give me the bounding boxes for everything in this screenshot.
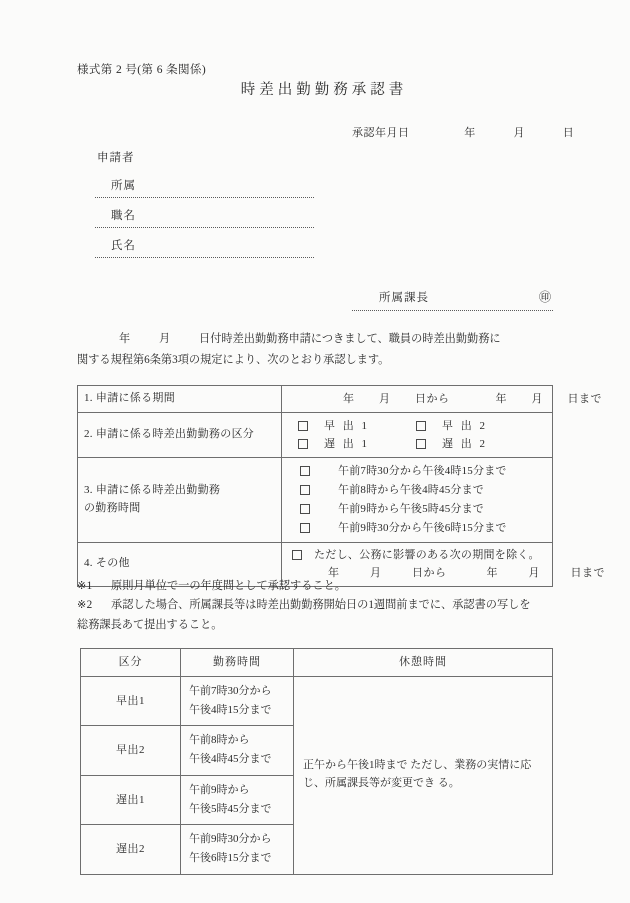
applicant-affiliation-label: 所属: [111, 180, 136, 192]
shift-time-4-start: 午前9時30分から: [189, 833, 272, 845]
table-row-period: [78, 386, 553, 413]
applicant-name-label: 氏名: [111, 240, 136, 252]
applicant-jobtitle-label: 職名: [111, 210, 136, 222]
approval-date-month: 月: [513, 127, 525, 139]
checkbox-label-hayade2: 早 出 2: [442, 419, 488, 432]
note-mark-1: ※1: [77, 580, 93, 592]
checkbox-label-hayade1: 早 出 1: [324, 419, 370, 432]
rest-line-1: 正午から午後1時まで: [303, 759, 408, 772]
row4-to-day: 日まで: [570, 567, 605, 579]
shift-time-2: [181, 726, 294, 776]
checkbox-label-osode2: 遅 出 2: [442, 437, 488, 450]
table-row-worktime: [78, 457, 553, 542]
shift-table-header-row: [81, 649, 553, 677]
checkbox-icon[interactable]: [416, 439, 426, 449]
applicant-name-underline: [95, 257, 314, 258]
shift-time-3: [181, 775, 294, 825]
option-label-time3: 午前9時から午後5時45分まで: [338, 502, 484, 515]
notes-section: [77, 577, 567, 635]
row4-to-month: 月: [528, 567, 540, 579]
applicant-jobtitle-underline: [95, 227, 314, 228]
statement-line2: 関する規程第6条第3項の規定により、次のとおり承認します。: [77, 353, 390, 366]
table-row: [81, 676, 553, 726]
row2-value: [282, 412, 553, 457]
document-title: 時差出勤勤務承認書: [240, 82, 408, 98]
shift-time-1-start: 午前7時30分から: [189, 684, 272, 697]
applicant-jobtitle-field[interactable]: [95, 208, 314, 228]
note-item-2: [77, 596, 567, 615]
rest-line-3: る。: [437, 777, 460, 789]
checkbox-icon[interactable]: [416, 421, 426, 431]
row1-from-day: 日から: [415, 392, 450, 405]
shift-time-3-start: 午前9時から: [189, 783, 250, 796]
checkbox-label-osode1: 遅 出 1: [324, 437, 370, 450]
shift-header-kubun: 区分: [81, 649, 181, 677]
row3-value: [282, 457, 553, 542]
note-text-1: 原則月単位で一の年度間として承認すること。: [111, 580, 346, 592]
option-label-time2: 午前8時から午後4時45分まで: [338, 483, 484, 496]
approval-date-year: 年: [464, 127, 476, 139]
checkbox-icon[interactable]: [300, 504, 310, 514]
approval-date-line: [352, 125, 574, 142]
row3-label-line2: の勤務時間: [84, 501, 141, 514]
note-item-1: [77, 577, 567, 596]
section-chief-field[interactable]: [352, 288, 553, 311]
shift-schedule-table: [80, 648, 553, 875]
shift-header-worktime: 勤務時間: [181, 649, 294, 677]
row4-from-year: 年: [328, 567, 340, 579]
option-row-time3[interactable]: [300, 500, 546, 519]
row1-from-month: 月: [379, 392, 391, 405]
checkbox-item-osode2[interactable]: [416, 435, 534, 453]
row2-label: 2. 申請に係る時差出勤勤務の区分: [78, 412, 282, 457]
shift-time-3-end: 午後5時45分まで: [189, 802, 272, 815]
row4-to-year: 年: [486, 567, 498, 579]
shift-time-1: [181, 676, 294, 726]
row1-to-day: 日まで: [567, 392, 602, 405]
statement-line1: 日付時差出勤勤務申請につきまして、職員の時差出勤勤務に: [199, 333, 501, 345]
option-row-time1[interactable]: [300, 462, 546, 481]
other-checkbox-row[interactable]: [292, 547, 546, 564]
row1-from-year: 年: [343, 392, 355, 405]
checkbox-item-hayade2[interactable]: [416, 417, 534, 435]
approval-date-label: 承認年月日: [352, 127, 410, 139]
checkbox-icon[interactable]: [298, 421, 308, 431]
shift-header-resttime: 休憩時間: [294, 649, 553, 677]
checkbox-item-osode1[interactable]: [298, 435, 416, 453]
section-chief-label: 所属課長: [379, 292, 429, 304]
row1-to-month: 月: [531, 392, 543, 405]
application-details-table: [77, 385, 605, 587]
seal-icon: ㊞: [538, 290, 551, 304]
shift-kubun-2: 早出2: [81, 726, 181, 776]
row4-from-day: 日から: [412, 567, 447, 579]
row1-label: 1. 申請に係る期間: [78, 386, 282, 413]
shift-rest-cell: [294, 676, 553, 874]
applicant-affiliation-underline: [95, 197, 314, 198]
shift-time-2-start: 午前8時から: [189, 734, 250, 746]
row1-to-year: 年: [495, 392, 507, 405]
shift-kubun-3: 遅出1: [81, 775, 181, 825]
shift-time-1-end: 午後4時15分まで: [189, 703, 272, 716]
shift-kubun-4: 遅出2: [81, 825, 181, 875]
shift-kubun-1: 早出1: [81, 676, 181, 726]
row1-value[interactable]: [282, 386, 602, 413]
checkbox-icon[interactable]: [300, 523, 310, 533]
form-number: 様式第 2 号(第 6 条関係): [77, 64, 207, 76]
applicant-heading: 申請者: [97, 152, 135, 164]
checkbox-icon[interactable]: [292, 550, 302, 560]
note-text-2: 承認した場合、所属課長等は時差出勤勤務開始日の1週間前までに、承認書の写しを: [111, 599, 531, 612]
table-row-category: [78, 412, 553, 457]
row4-from-month: 月: [370, 567, 382, 579]
section-chief-underline: [352, 310, 553, 311]
applicant-name-field[interactable]: [95, 238, 314, 258]
checkbox-icon[interactable]: [300, 485, 310, 495]
shift-time-2-end: 午後4時45分まで: [189, 753, 272, 766]
option-row-time4[interactable]: [300, 519, 546, 538]
row4-label: 4. その他: [78, 542, 282, 586]
option-label-time1: 午前7時30分から午後4時15分まで: [338, 464, 507, 477]
note-text-2-continued: 総務課長あて提出すること。: [77, 618, 223, 631]
shift-time-4: [181, 825, 294, 875]
option-row-time2[interactable]: [300, 481, 546, 500]
row3-label: [78, 457, 282, 542]
shift-time-4-end: 午後6時15分まで: [189, 852, 272, 865]
note-mark-2: ※2: [77, 599, 93, 612]
statement-year: 年: [119, 333, 131, 345]
option-label-time4: 午前9時30分から午後6時15分まで: [338, 521, 507, 534]
checkbox-icon[interactable]: [300, 466, 310, 476]
applicant-affiliation-field[interactable]: [95, 178, 314, 198]
other-note-text: ただし、公務に影響のある次の期間を除く。: [314, 548, 540, 561]
checkbox-icon[interactable]: [298, 439, 308, 449]
rest-line-2: ただし、業務の実情に応じ、所属課長等が変更でき: [303, 759, 532, 789]
row3-label-line1: 3. 申請に係る時差出勤勤務: [84, 484, 221, 497]
statement-month: 月: [159, 333, 171, 345]
approval-statement: [77, 329, 557, 370]
checkbox-item-hayade1[interactable]: [298, 417, 416, 435]
approval-date-day: 日: [562, 127, 575, 139]
